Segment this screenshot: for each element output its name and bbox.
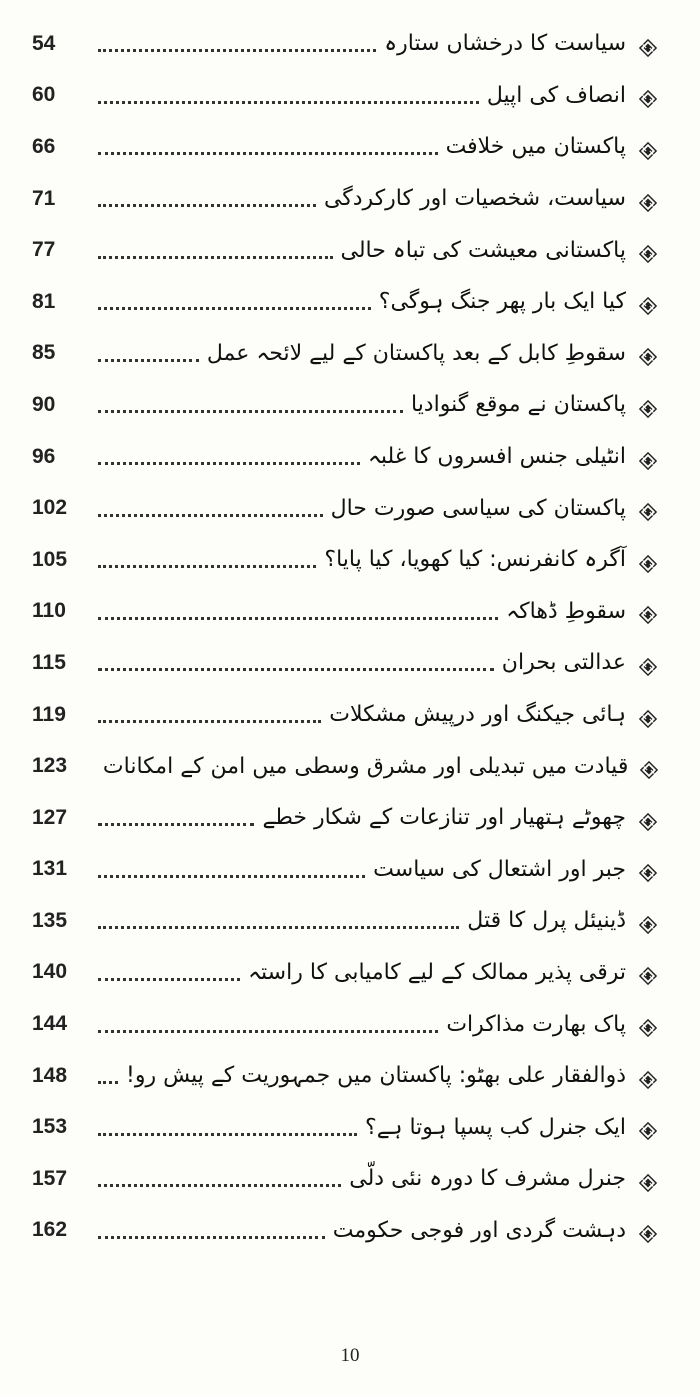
ornamental-diamond-icon: [626, 1170, 670, 1188]
toc-page-number: 60: [32, 83, 56, 107]
ornamental-diamond-icon: [626, 448, 670, 466]
dot-leader: [98, 563, 316, 568]
toc-entry: [30, 534, 670, 586]
toc-entry: [30, 1205, 670, 1257]
ornamental-diamond-icon: [626, 1118, 670, 1136]
dot-leader: [98, 99, 479, 104]
toc-page-number: 135: [32, 908, 68, 932]
toc-entry-title: دہشت گردی اور فوجی حکومت: [332, 1217, 626, 1243]
dot-leader: [98, 821, 254, 826]
toc-entry-title: ترقی پذیر ممالک کے لیے کامیابی کا راستہ: [248, 959, 626, 985]
toc-entry-title: پاک بھارت مذاکرات: [446, 1011, 626, 1037]
toc-entry: [30, 18, 670, 70]
toc-page-number: 110: [32, 599, 66, 623]
toc-entry: [30, 792, 670, 844]
toc-page-number: 140: [32, 960, 68, 984]
toc-entry-title: کیا ایک بار پھر جنگ ہوگی؟: [378, 289, 626, 315]
toc-entry-title: قیادت میں تبدیلی اور مشرق وسطی میں امن کے امکانات: [102, 753, 629, 779]
toc-entry: [30, 637, 670, 689]
toc-page-number: 131: [32, 857, 68, 881]
toc-page-number: 127: [32, 805, 68, 829]
toc-page-number: 85: [32, 341, 56, 365]
ornamental-diamond-icon: [628, 757, 670, 775]
ornamental-diamond-icon: [626, 86, 670, 104]
ornamental-diamond-icon: [626, 912, 670, 930]
toc-page-number: 148: [32, 1063, 68, 1087]
page-number: 10: [340, 1345, 360, 1366]
table-of-contents: [30, 18, 670, 1256]
toc-entry: [30, 1050, 670, 1102]
ornamental-diamond-icon: [626, 1221, 670, 1239]
ornamental-diamond-icon: [626, 138, 670, 156]
toc-entry-title: ایک جنرل کب پسپا ہوتا ہے؟: [365, 1114, 626, 1140]
ornamental-diamond-icon: [626, 654, 670, 672]
toc-entry-title: ہائی جیکنگ اور درپیش مشکلات: [329, 702, 626, 728]
toc-entry: [30, 1153, 670, 1205]
ornamental-diamond-icon: [626, 396, 670, 414]
toc-entry-title: پاکستانی معیشت کی تباہ حالی: [340, 237, 626, 263]
toc-entry: [30, 121, 670, 173]
toc-page-number: 105: [32, 547, 68, 571]
dot-leader: [98, 305, 371, 310]
toc-entry-title: سقوطِ کابل کے بعد پاکستان کے لیے لائحہ عمل: [206, 340, 626, 366]
toc-page-number: 119: [32, 702, 66, 726]
toc-entry: [30, 431, 670, 483]
ornamental-diamond-icon: [626, 602, 670, 620]
dot-leader: [98, 1028, 438, 1033]
toc-entry: [30, 224, 670, 276]
dot-leader: [98, 202, 316, 207]
dot-leader: [98, 718, 321, 723]
toc-entry: [30, 379, 670, 431]
dot-leader: [98, 408, 403, 413]
dot-leader: [98, 512, 323, 517]
dot-leader: [98, 615, 498, 620]
toc-entry: [30, 328, 670, 380]
toc-entry: [30, 586, 670, 638]
toc-page-number: 157: [32, 1166, 68, 1190]
dot-leader: [98, 460, 360, 465]
toc-entry: [30, 70, 670, 122]
dot-leader: [98, 1131, 357, 1136]
dot-leader: [98, 47, 376, 52]
ornamental-diamond-icon: [626, 1015, 670, 1033]
toc-entry: [30, 482, 670, 534]
toc-page-number: 54: [32, 31, 56, 55]
toc-page-number: 115: [32, 650, 66, 674]
ornamental-diamond-icon: [626, 293, 670, 311]
ornamental-diamond-icon: [626, 551, 670, 569]
dot-leader: [98, 254, 333, 259]
toc-entry-title: سیاست، شخصیات اور کارکردگی: [323, 186, 626, 212]
toc-entry: [30, 740, 670, 792]
ornamental-diamond-icon: [626, 190, 670, 208]
toc-entry-title: ڈینیئل پرل کا قتل: [467, 908, 626, 934]
toc-entry-title: پاکستان نے موقع گنوادیا: [410, 392, 626, 418]
toc-page-number: 66: [32, 134, 56, 158]
dot-leader: [98, 666, 494, 671]
ornamental-diamond-icon: [626, 499, 670, 517]
dot-leader: [98, 976, 240, 981]
toc-page-number: 81: [32, 289, 56, 313]
dot-leader: [98, 150, 438, 155]
toc-entry: [30, 1101, 670, 1153]
toc-entry: [30, 844, 670, 896]
toc-page-number: 71: [32, 186, 56, 210]
ornamental-diamond-icon: [626, 35, 670, 53]
toc-entry: [30, 173, 670, 225]
toc-entry-title: انٹیلی جنس افسروں کا غلبہ: [367, 444, 626, 470]
toc-entry-title: سقوطِ ڈھاکہ: [506, 598, 626, 624]
toc-entry: [30, 276, 670, 328]
toc-page-number: 153: [32, 1115, 68, 1139]
ornamental-diamond-icon: [626, 241, 670, 259]
toc-entry-title: آگرہ کانفرنس: کیا کھویا، کیا پایا؟: [324, 547, 626, 573]
toc-entry-title: سیاست کا درخشاں ستارہ: [384, 31, 626, 57]
toc-entry-title: پاکستان کی سیاسی صورت حال: [330, 495, 626, 521]
toc-entry-title: جنرل مشرف کا دورہ نئی دلّی: [349, 1166, 626, 1192]
dot-leader: [98, 1079, 118, 1084]
toc-entry-title: انصاف کی اپیل: [486, 82, 626, 108]
toc-page-number: 96: [32, 444, 56, 468]
toc-entry: [30, 895, 670, 947]
dot-leader: [98, 357, 199, 362]
ornamental-diamond-icon: [626, 860, 670, 878]
toc-page-number: 77: [32, 238, 56, 262]
toc-entry-title: پاکستان میں خلافت: [445, 134, 626, 160]
dot-leader: [98, 1182, 341, 1187]
toc-entry-title: جبر اور اشتعال کی سیاست: [373, 856, 626, 882]
toc-entry-title: عدالتی بحران: [501, 650, 626, 676]
dot-leader: [98, 1234, 325, 1239]
toc-page-number: 90: [32, 392, 56, 416]
toc-page-number: 162: [32, 1218, 68, 1242]
toc-entry-title: ذوالفقار علی بھٹو: پاکستان میں جمہوریت کے پیش رو!: [126, 1063, 626, 1089]
toc-page-number: 144: [32, 1012, 68, 1036]
ornamental-diamond-icon: [626, 1067, 670, 1085]
dot-leader: [98, 873, 365, 878]
toc-page-number: 102: [32, 496, 68, 520]
toc-page-number: 123: [32, 754, 68, 778]
toc-entry: [30, 998, 670, 1050]
toc-entry: [30, 689, 670, 741]
ornamental-diamond-icon: [626, 344, 670, 362]
dot-leader: [98, 924, 459, 929]
ornamental-diamond-icon: [626, 809, 670, 827]
toc-entry: [30, 947, 670, 999]
toc-entry-title: چھوٹے ہتھیار اور تنازعات کے شکار خطے: [262, 805, 626, 831]
ornamental-diamond-icon: [626, 963, 670, 981]
ornamental-diamond-icon: [626, 706, 670, 724]
